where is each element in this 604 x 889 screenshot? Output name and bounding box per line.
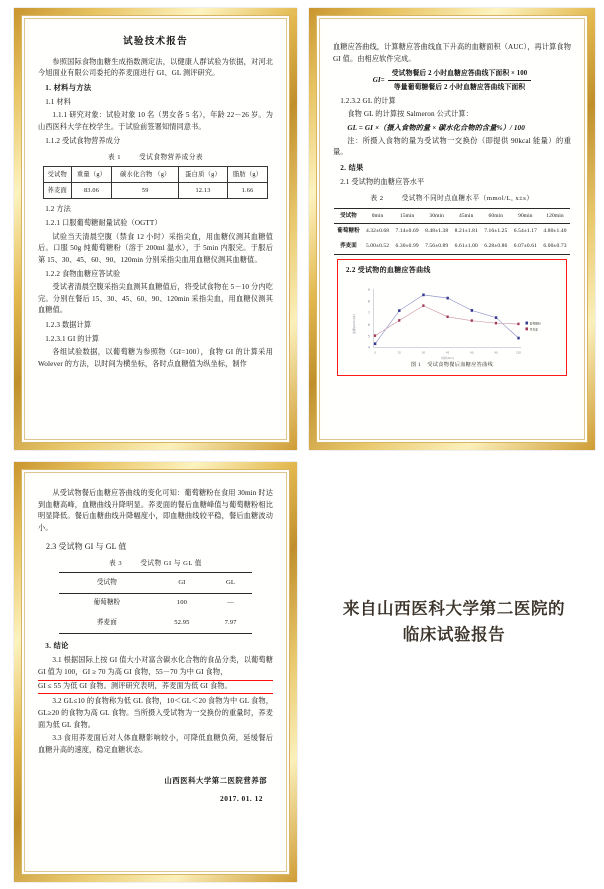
gi-formula-fraction [388, 68, 532, 93]
cell-fat: 1.66 [227, 183, 267, 199]
table-2-caption [333, 194, 571, 205]
section-1-2-3-1-heading: 1.2.3.1 GI 的计算 [45, 334, 100, 343]
col-90min: 90min [511, 208, 541, 224]
nutrition-table [43, 166, 269, 199]
table-1-caption [38, 153, 273, 164]
cell-value: 4.32±0.68 [365, 228, 390, 235]
gi-formula-denominator: 等量葡萄糖餐后 2 小时血糖应答曲线下面积 [393, 84, 526, 92]
svg-text:45: 45 [446, 350, 450, 355]
signature-organization: 山西医科大学第二医院营养部 [164, 775, 267, 785]
col-protein: 蛋白质（g） [179, 167, 228, 183]
svg-text:120: 120 [516, 350, 521, 355]
table-header-row [334, 208, 570, 224]
chart-legend [525, 321, 540, 331]
panel-1-page [29, 22, 282, 436]
col-gl: GL [209, 573, 252, 594]
table-2-caption-text: 受试物不同时点血糖水平（mmol/L, x±s） [401, 194, 534, 202]
svg-text:5: 5 [368, 334, 370, 339]
glucose-response-chart [344, 281, 560, 367]
table-3-caption-label: 表 3 [109, 559, 123, 567]
legend-label-buckwheat: 荞麦面 [529, 326, 539, 331]
table-3-caption [38, 559, 273, 570]
col-0min: 0min [363, 208, 393, 224]
caption-line-2: 临床试验报告 [402, 624, 506, 644]
gi-formula-lhs: GI= [372, 76, 385, 85]
chart-caption-text: 受试食物餐后血糖应答曲线 [427, 361, 494, 368]
report-caption [311, 596, 597, 647]
section-2-2-heading: 2.2 受试物的血糖应答曲线 [346, 266, 431, 275]
table-1-caption-label: 表 1 [107, 153, 122, 161]
gi-formula [333, 68, 571, 93]
cell-weight: 83.06 [71, 183, 111, 199]
x-axis-label: 时间(min) [441, 355, 454, 360]
table-row [334, 239, 570, 254]
section-3-heading: 3. 结论 [45, 642, 69, 651]
col-15min: 15min [392, 208, 422, 224]
cell-value: 5.00±0.52 [363, 239, 393, 254]
page-title: 试验技术报告 [123, 36, 188, 47]
cell-gi: 52.95 [155, 614, 210, 634]
col-sample: 受试物 [334, 208, 363, 224]
col-carbs: 碳水化合物 （g） [112, 167, 179, 183]
cell-value: 6.28±0.86 [481, 239, 511, 254]
svg-text:0: 0 [374, 350, 376, 355]
cell-sample: 荞麦面 [43, 183, 71, 199]
table-header-row [43, 167, 268, 183]
col-fat: 脂肪（g） [227, 167, 267, 183]
col-weight: 重量（g） [71, 167, 111, 183]
signature-date: 2017. 01. 12 [220, 793, 263, 803]
gi-formula-numerator: 受试物餐后 2 小时血糖应答曲线下面积 × 100 [388, 68, 532, 81]
gl-formula: GL = GI ×（摄入食物的量 × 碳水化合物的含量%）/ 100 [347, 123, 525, 132]
col-sample: 受试物 [59, 573, 154, 594]
cell-sample: 荞麦面 [59, 614, 154, 634]
table-row [59, 614, 252, 634]
svg-text:9: 9 [368, 287, 370, 292]
svg-text:7: 7 [368, 310, 370, 315]
document-panel-1 [14, 8, 297, 450]
cell-value: 7.14±0.69 [395, 228, 419, 235]
svg-text:8: 8 [368, 298, 370, 304]
series-line-buckwheat [375, 305, 518, 335]
col-60min: 60min [481, 208, 511, 224]
intro-paragraph: 参照国际食物血糖生成指数测定法，以健康人群试验为依据，对河北今旭面业有限公司委托的荞麦面进行 GI、GL 测评研究。 [38, 57, 273, 78]
section-1-heading: 1. 材料与方法 [45, 83, 92, 92]
cell-gi: 100 [176, 599, 187, 607]
table-1-caption-text: 受试食物营养成分表 [139, 153, 204, 161]
col-sample: 受试物 [43, 167, 71, 183]
conclusion-3-2: 3.2 GL≤10 的食物称为低 GL 食物，10＜GL＜20 食物为中 GL 食物，GL≥20 的食物为高 GL 食物。当所摄入受试物为一交换份的重量时，荞麦面为低 GL 食物。 [38, 697, 273, 729]
cell-value: 6.30±0.99 [392, 239, 422, 254]
col-120min: 120min [540, 208, 570, 224]
col-45min: 45min [451, 208, 481, 224]
cell-gl: 7.97 [209, 614, 252, 634]
panel-3-page [29, 476, 282, 868]
col-gi: GI [155, 573, 210, 594]
section-1-1-2-heading: 1.1.2 受试食物营养成分 [45, 136, 121, 145]
section-1-1-1-text: 1.1.1 研究对象：试验对象 10 名（男女各 5 名），年龄 22－26 岁。为山西医科大学在校学生。于试验前签署知情同意书。 [38, 111, 273, 131]
table-3-caption-text: 受试物 GI 与 GL 值 [140, 559, 202, 567]
cell-value: 7.56±0.89 [422, 239, 452, 254]
chart-highlight-box [337, 259, 567, 376]
conclusion-3-1-part1: 3.1 根据国际上按 GI 值大小对富含碳水化合物的食品分类，以葡萄糖 GI 值为 100，GI ≥ 70 为高 GI 食物，55－70 为中 GI 食物， [38, 655, 273, 676]
table-row [43, 183, 268, 199]
cell-value: 6.61±1.00 [451, 239, 481, 254]
series-line-glucose [375, 295, 518, 344]
continued-body: 血糖应答曲线，计算糖应答曲线血下升高的血糖面积（AUC），再计算食物 GI 值。由相应软件完成。 [333, 43, 571, 63]
svg-text:60: 60 [470, 350, 474, 355]
cell-sample: 荞麦面 [334, 239, 363, 254]
legend-label-glucose: 葡萄糖粉 [529, 320, 541, 326]
table-header-row [59, 573, 252, 594]
cell-protein: 12.13 [179, 183, 228, 199]
analysis-paragraph: 从受试物餐后血糖应答曲线的变化可知：葡萄糖粉在食用 30min 时达到血糖高峰，血糖曲线升降明显。荞麦面的餐后血糖峰值与葡萄糖粉相比明显降低。餐后血糖曲线升降幅度小，即血糖曲线较平稳，餐后血糖波动小。 [38, 489, 273, 532]
section-1-1-heading: 1.1 材料 [45, 98, 71, 106]
cell-value: 6.00±0.73 [540, 239, 570, 254]
caption-line-1: 来自山西医科大学第二医院的 [342, 599, 566, 618]
svg-text:4: 4 [368, 344, 370, 350]
panel-3-inner [21, 469, 290, 875]
section-1-2-1-heading: 1.2.1 口服葡萄糖耐量试验（OGTT） [45, 219, 162, 228]
section-2-3-heading: 2.3 受试物 GI 与 GL 值 [46, 541, 127, 551]
cell-value: 6.54±1.17 [513, 228, 537, 235]
conclusion-3-1-highlighted: GI ≤ 55 为低 GI 食物。测评研究表明，荞麦面为低 GI 食物。 [38, 680, 273, 695]
conclusion-3-3: 3.3 食用荞麦面后对人体血糖影响较小，可降低血糖负荷，延缓餐后血糖升高的速度，稳定血糖状态。 [38, 734, 273, 755]
panel-2-inner [316, 15, 588, 443]
chart-svg [344, 281, 560, 367]
svg-text:15: 15 [397, 350, 401, 355]
cell-value: 6.07±0.61 [511, 239, 541, 254]
table-2-caption-label: 表 2 [370, 194, 384, 202]
section-1-2-3-heading: 1.2.3 数据计算 [45, 320, 92, 329]
svg-text:90: 90 [494, 350, 498, 355]
document-panel-2 [309, 8, 595, 450]
panel-1-inner [21, 15, 290, 443]
y-axis-ticks [368, 287, 370, 349]
section-1-2-3-2-line1: 食物 GL 的计算按 Salmeron 公式计算： [347, 110, 474, 119]
series-points-buckwheat [374, 304, 520, 337]
panel-2-page [324, 22, 580, 436]
y-axis-label: 血糖(mmol/L) [352, 313, 357, 334]
section-1-2-2-heading: 1.2.2 食物血糖应答试验 [45, 270, 121, 279]
x-axis-ticks [374, 350, 521, 354]
col-30min: 30min [422, 208, 452, 224]
section-1-2-2-body: 受试者清晨空腹采指尖血测其血糖值后，将受试食物在 5－10 分内吃完。分别在餐后 15、30、45、60、90、120min 采指尖血，用血糖仪测其血糖值。 [38, 283, 273, 315]
document-panel-3 [14, 462, 297, 882]
section-1-2-heading: 1.2 方法 [45, 205, 71, 214]
svg-text:6: 6 [368, 322, 370, 327]
section-1-2-3-2-heading: 1.2.3.2 GL 的计算 [340, 97, 396, 106]
cell-carbs: 59 [112, 183, 179, 199]
gi-gl-table [59, 572, 252, 634]
gl-formula-note: 注：所摄入食物的量为受试物一交换份（即提供 90kcal 能量）的重量。 [333, 136, 571, 157]
section-1-2-3-1-body: 各组试验数据，以葡萄糖为参照物（GI=100），食物 GI 的计算采用 Wolever 的方法，以时间为横坐标，各时点血糖值为纵坐标，制作 [38, 347, 273, 368]
table-row [334, 224, 570, 239]
cell-value: 8.21±1.81 [454, 228, 478, 235]
chart-caption-label: 图 1 [410, 361, 421, 368]
table-row [59, 593, 252, 613]
cell-sample: 葡萄糖粉 [93, 599, 121, 607]
cell-sample: 葡萄糖粉 [337, 228, 360, 235]
section-2-heading: 2. 结果 [340, 164, 364, 173]
section-1-2-1-body: 试验当天清晨空腹（禁食 12 小时）采指尖血，用血糖仪测其血糖值后。口服 50g 纯葡萄糖粉（溶于 200ml 温水），于 5min 内服完。于服后第 15、30、45、60、90、120min 分别采指尖血用血糖仪测其血糖值。 [38, 232, 273, 264]
section-2-1-heading: 2.1 受试物的血糖应答水平 [340, 178, 425, 187]
svg-text:30: 30 [421, 350, 426, 355]
blood-glucose-table [334, 208, 570, 256]
cell-value: 7.16±1.25 [484, 228, 508, 235]
cell-value: 8.48±1.38 [425, 228, 449, 235]
cell-gl: — [227, 599, 234, 607]
cell-value: 4.80±1.40 [543, 228, 567, 235]
